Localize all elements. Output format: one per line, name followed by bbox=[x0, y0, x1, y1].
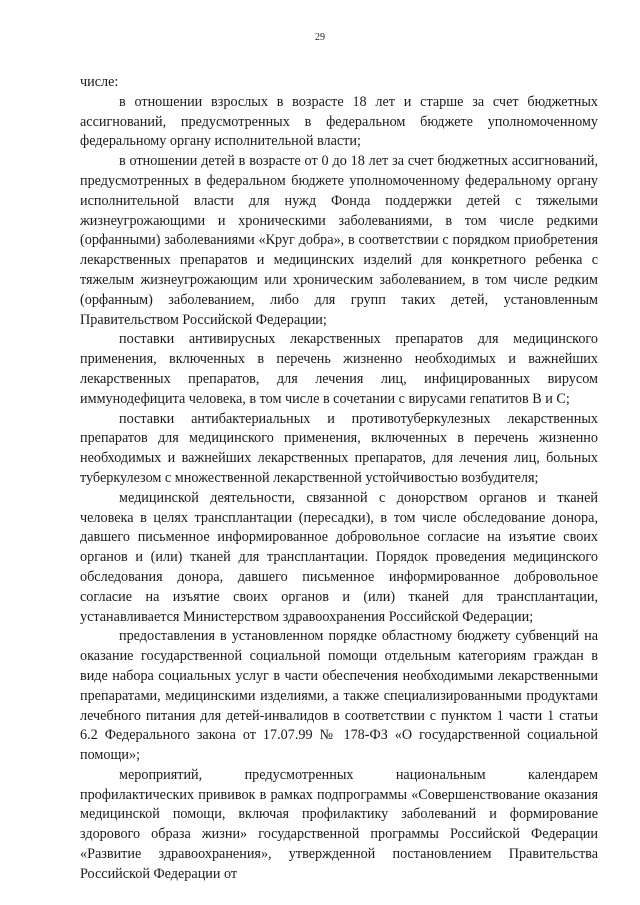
paragraph-vaccination: мероприятий, предусмотренных национальным календарем профилактических прививок в рамках подпрограммы «Совершенствование оказания медицинской помощи, включая профилактику заболеваний и формирование здорового образа жизни» государственной программы Российской Федерации «Развитие здравоохранения», утвержденной постановлением Правительства Российской Федерации от bbox=[80, 766, 598, 882]
paragraph-adults: в отношении взрослых в возрасте 18 лет и старше за счет бюджетных ассигнований, предусмотренных в федеральном бюджете уполномоченному федеральному органу исполнительной власти; bbox=[80, 93, 598, 150]
paragraph-donation: медицинской деятельности, связанной с донорством органов и тканей человека в целях трансплантации (пересадки), в том числе обследование донора, давшего письменное информированное добровольное согласие на изъятие своих органов и (или) тканей для трансплантации. Порядок проведения медицинского обследования донора, давшего письменное информированное добровольное согласие на изъятие своих органов и (или) тканей для трансплантации, устанавливается Министерством здравоохранения Российской Федерации; bbox=[80, 489, 598, 625]
paragraph-antiviral: поставки антивирусных лекарственных препаратов для медицинского применения, включенных в перечень жизненно необходимых и важнейших лекарственных препаратов, для лечения лиц, инфицированных вирусом иммунодефицита человека, в том числе в сочетании с вирусами гепатитов В и С; bbox=[80, 331, 598, 407]
paragraph-antibacterial: поставки антибактериальных и противотуберкулезных лекарственных препаратов для медицинского применения, включенных в перечень жизненно необходимых и важнейших лекарственных препаратов, для лечения лиц, больных туберкулезом с множественной лекарственной устойчивостью возбудителя; bbox=[80, 410, 598, 486]
page-number: 29 bbox=[315, 32, 325, 43]
paragraph-children: в отношении детей в возрасте от 0 до 18 лет за счет бюджетных ассигнований, предусмотренных в федеральном бюджете уполномоченному федеральному органу исполнительной власти для нужд Фонда поддержки детей с тяжелыми жизнеугрожающими и хроническими заболеваниями, в том числе редкими (орфанными) заболеваниями «Круг добра», в соответствии с порядком приобретения лекарственных препаратов и медицинских изделий для конкретного ребенка с тяжелым жизнеугрожающим или хроническим заболеванием, в том числе редким (орфанным) заболеванием, либо для групп таких детей, установленным Правительством Российской Федерации; bbox=[80, 153, 598, 328]
document-body bbox=[80, 73, 598, 885]
paragraph-subventions: предоставления в установленном порядке областному бюджету субвенций на оказание государственной социальной помощи отдельным категориям граждан в виде набора социальных услуг в части обеспечения необходимыми лекарственными препаратами, медицинскими изделиями, а также специализированными продуктами лечебного питания для детей-инвалидов в соответствии с пунктом 1 части 1 статьи 6.2 Федерального закона от 17.07.99 № 178-ФЗ «О государственной социальной помощи»; bbox=[80, 628, 598, 764]
paragraph-continuation: числе: bbox=[80, 74, 119, 90]
